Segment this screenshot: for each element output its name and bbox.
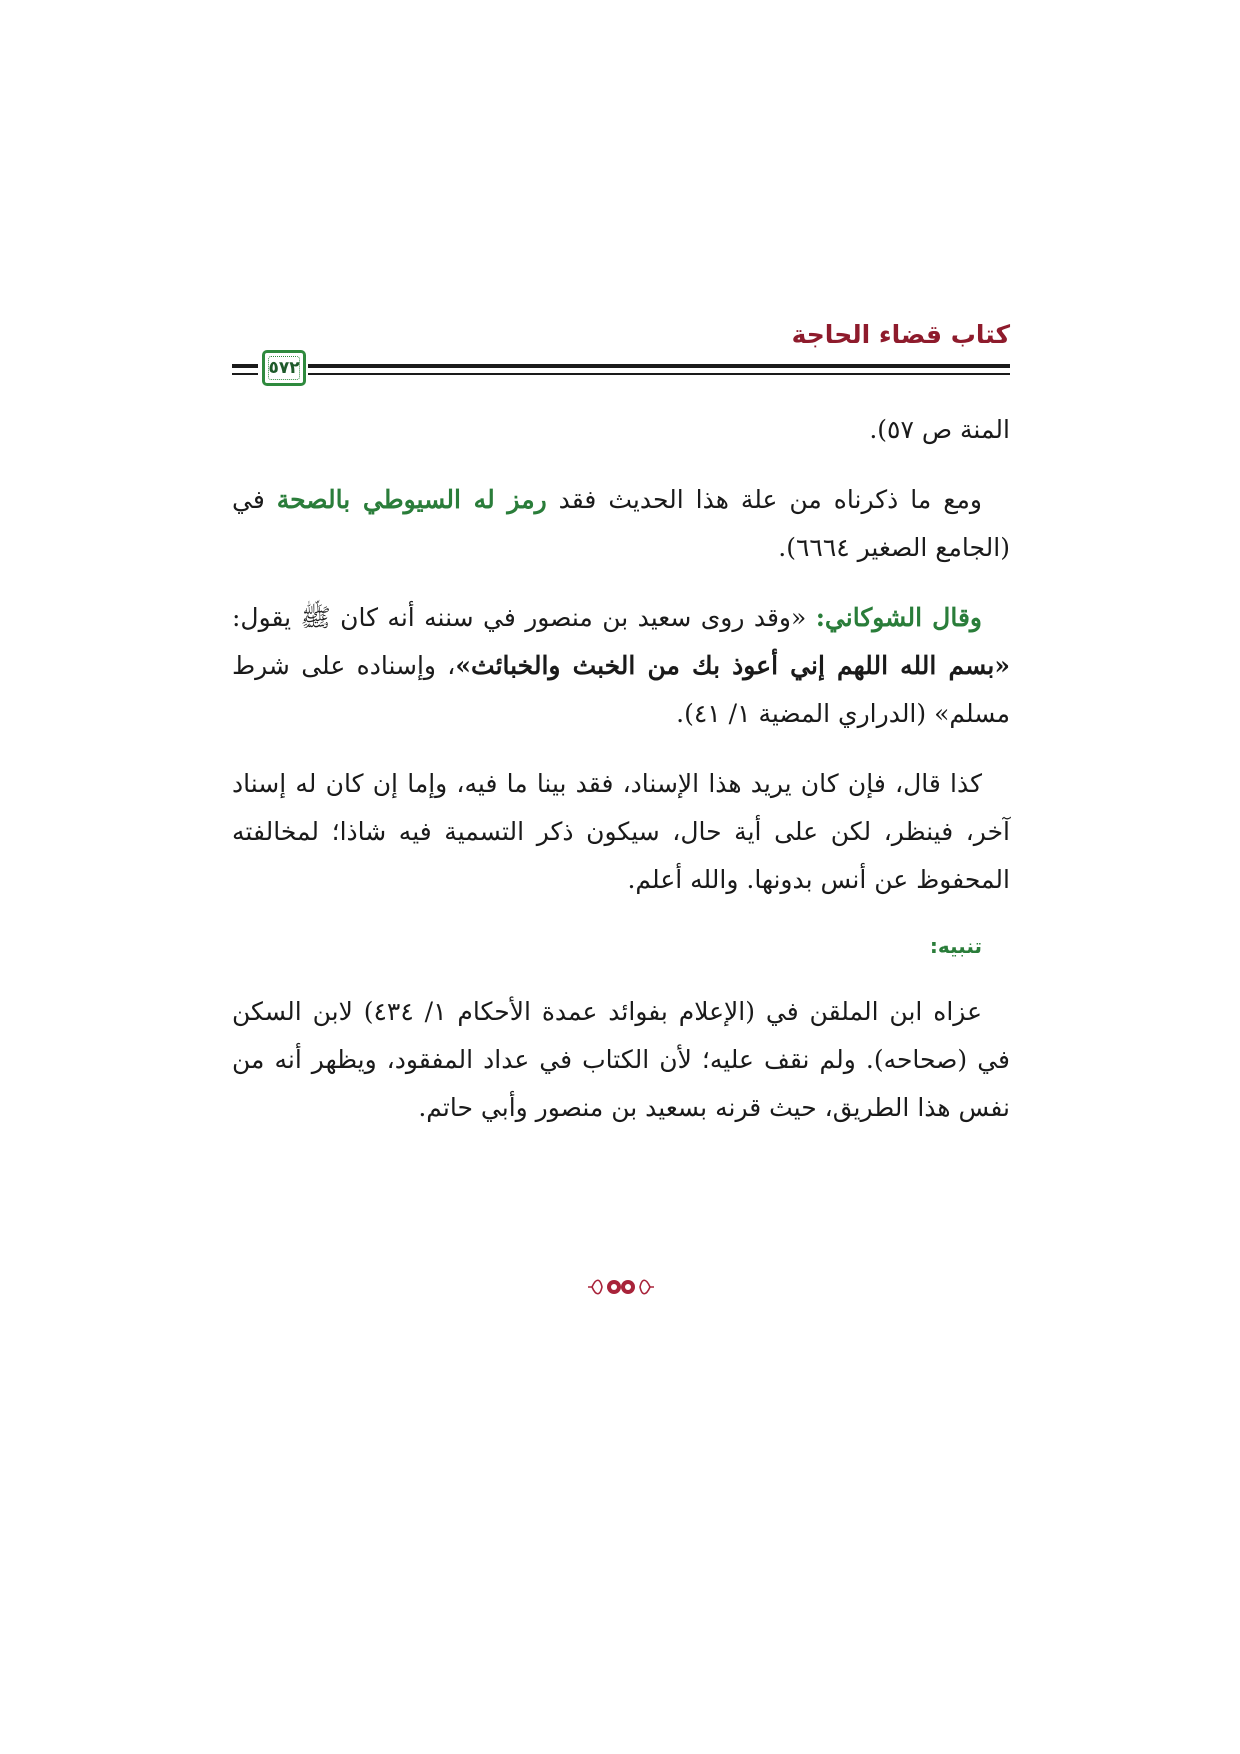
header-rule-thick xyxy=(308,364,1010,368)
page-body xyxy=(232,406,1010,1154)
page-number-badge xyxy=(262,350,306,386)
paragraph-text: ، وإسناده على شرط مسلم» (الدراري المضية ١/ ٤١). xyxy=(232,651,1010,728)
page-number: ٥٧٢ xyxy=(268,358,300,378)
paragraph-suyuti xyxy=(232,476,1010,572)
paragraph-text: كذا قال، فإن كان يريد هذا الإسناد، فقد بينا ما فيه، وإما إن كان له إسناد آخر، فينظر، لكن على أية حال، سيكون ذكر التسمية فيه شاذا؛ لمخالفته المحفوظ عن أنس بدونها. والله أعلم. xyxy=(232,769,1010,894)
header-rule-left-thin xyxy=(232,373,258,375)
speaker-name: وقال الشوكاني: xyxy=(815,603,982,632)
paragraph-text: «وقد روى سعيد بن منصور في سننه أنه كان ﷺ يقول: xyxy=(232,603,816,632)
paragraph-text: ومع ما ذكرناه من علة هذا الحديث فقد xyxy=(546,485,982,514)
paragraph-text: في (الجامع الصغير ٦٦٦٤). xyxy=(232,485,1010,562)
header-rule-thin xyxy=(308,373,1010,375)
highlighted-phrase: رمز له السيوطي بالصحة xyxy=(276,485,547,514)
paragraph-text: عزاه ابن الملقن في (الإعلام بفوائد عمدة الأحكام ١/ ٤٣٤) لابن السكن في (صحاحه). ولم نقف عليه؛ لأن الكتاب في عداد المفقود، ويظهر أنه من نفس هذا الطريق، حيث قرنه بسعيد بن منصور وأبي حاتم. xyxy=(232,997,1010,1122)
paragraph-shawkani xyxy=(232,594,1010,738)
page-header xyxy=(232,318,1010,390)
paragraph-text: المنة ص ٥٧). xyxy=(869,415,1010,444)
note-heading: تنبيه: xyxy=(929,934,982,958)
paragraph-note xyxy=(232,988,1010,1132)
paragraph-continuation xyxy=(232,406,1010,454)
paragraph-commentary xyxy=(232,760,1010,904)
book-title: كتاب قضاء الحاجة xyxy=(791,320,1010,349)
header-rule-left-thick xyxy=(232,364,258,368)
hadith-quote: «بسم الله اللهم إني أعوذ بك من الخبث والخبائث» xyxy=(455,651,1010,680)
floral-ornament-icon xyxy=(586,1272,656,1302)
